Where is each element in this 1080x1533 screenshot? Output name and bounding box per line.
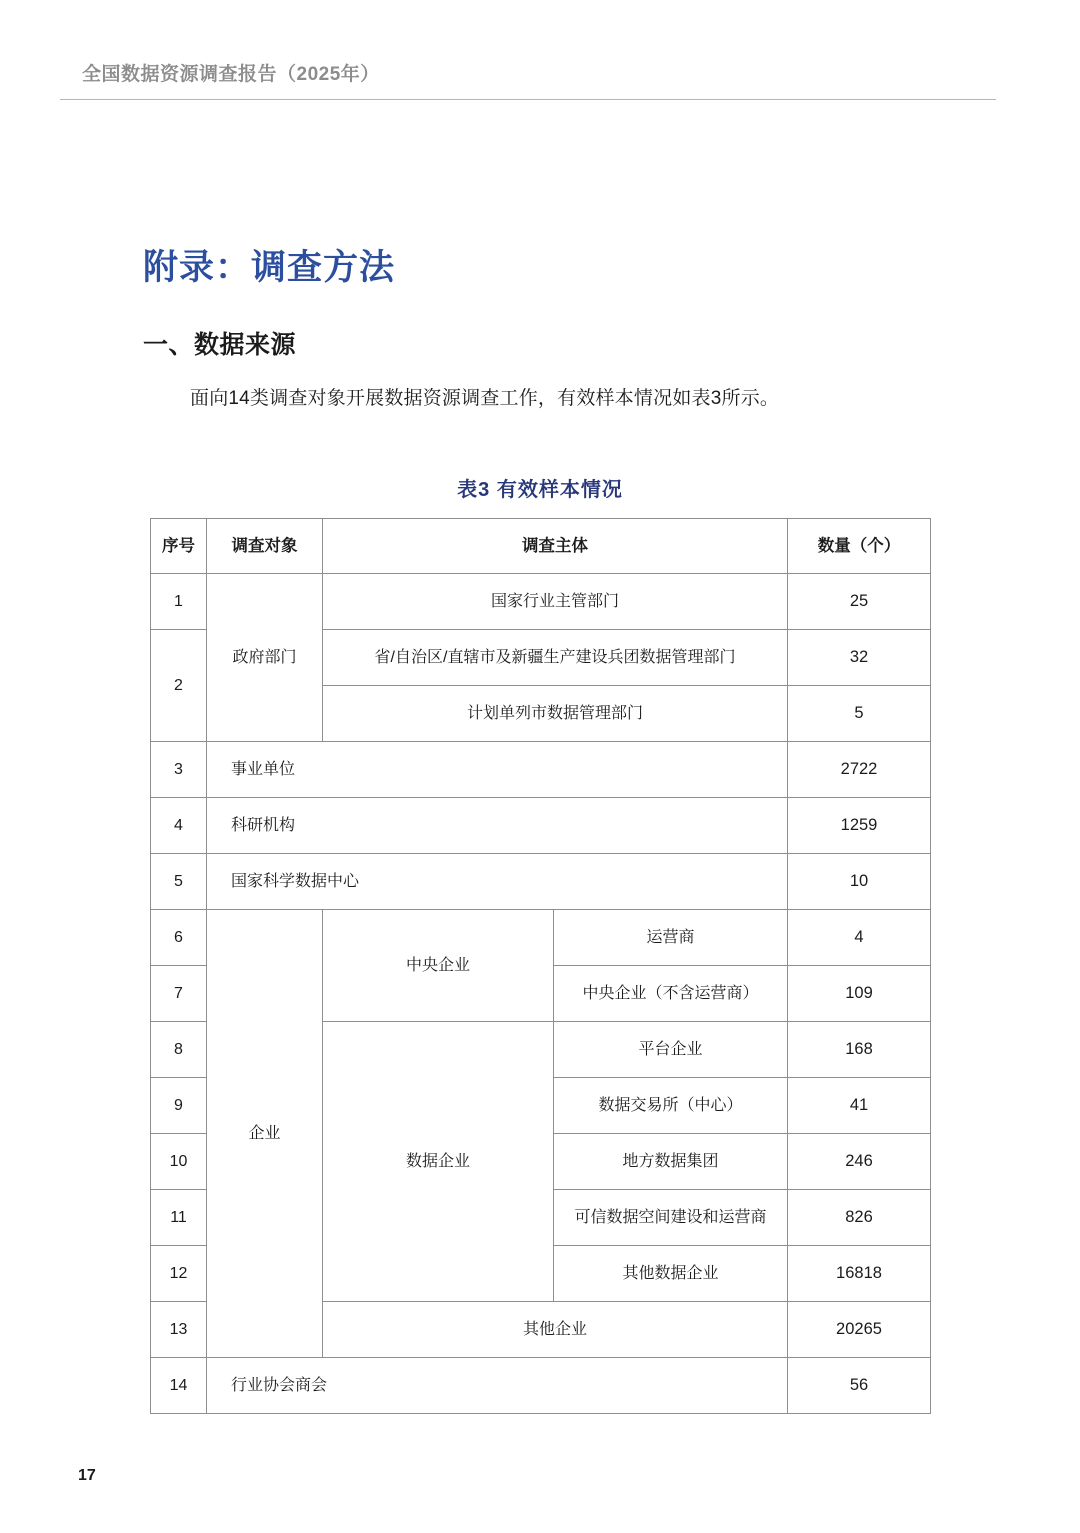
page-number: 17: [78, 1467, 96, 1484]
cell-subject: 其他数据企业: [554, 1246, 788, 1302]
cell-subject: 中央企业（不含运营商）: [554, 966, 788, 1022]
cell-object-gov: 政府部门: [207, 574, 323, 742]
cell-quantity: 168: [788, 1022, 931, 1078]
cell-subject: 平台企业: [554, 1022, 788, 1078]
cell-quantity: 25: [788, 574, 931, 630]
table-row: [151, 854, 931, 910]
cell-index: 11: [151, 1190, 207, 1246]
cell-subject: 其他企业: [323, 1302, 788, 1358]
cell-object: 科研机构: [207, 798, 788, 854]
cell-index: 5: [151, 854, 207, 910]
table-row: [151, 742, 931, 798]
cell-object: 国家科学数据中心: [207, 854, 788, 910]
cell-subject: 国家行业主管部门: [323, 574, 788, 630]
cell-index: 6: [151, 910, 207, 966]
cell-index: 13: [151, 1302, 207, 1358]
cell-object-enterprise: 企业: [207, 910, 323, 1358]
column-header-object: 调查对象: [207, 519, 323, 574]
page-title: 附录：调查方法: [143, 248, 396, 287]
cell-quantity: 246: [788, 1134, 931, 1190]
cell-subject: 地方数据集团: [554, 1134, 788, 1190]
table-row: [151, 574, 931, 630]
table-row: [151, 910, 931, 966]
cell-quantity: 16818: [788, 1246, 931, 1302]
cell-quantity: 56: [788, 1358, 931, 1414]
cell-index: 9: [151, 1078, 207, 1134]
cell-subject: 计划单列市数据管理部门: [323, 686, 788, 742]
running-header-title: 全国数据资源调查报告（2025年）: [82, 64, 380, 85]
cell-quantity: 109: [788, 966, 931, 1022]
section-heading-data-source: 一、数据来源: [143, 331, 297, 359]
cell-index: 3: [151, 742, 207, 798]
cell-subject: 数据交易所（中心）: [554, 1078, 788, 1134]
cell-index: 12: [151, 1246, 207, 1302]
cell-index: 10: [151, 1134, 207, 1190]
cell-quantity: 5: [788, 686, 931, 742]
valid-sample-table: [150, 518, 931, 1414]
table-caption: 表3 有效样本情况: [457, 479, 623, 501]
table-header-row: [151, 519, 931, 574]
cell-quantity: 1259: [788, 798, 931, 854]
cell-quantity: 826: [788, 1190, 931, 1246]
cell-index: 2: [151, 630, 207, 742]
cell-index: 7: [151, 966, 207, 1022]
cell-group-data-enterprise: 数据企业: [323, 1022, 554, 1302]
column-header-quantity: 数量（个）: [788, 519, 931, 574]
cell-subject: 运营商: [554, 910, 788, 966]
cell-subject: 省/自治区/直辖市及新疆生产建设兵团数据管理部门: [323, 630, 788, 686]
running-header: [60, 62, 996, 100]
column-header-index: 序号: [151, 519, 207, 574]
cell-quantity: 41: [788, 1078, 931, 1134]
cell-quantity: 2722: [788, 742, 931, 798]
header-divider: [60, 99, 996, 100]
cell-quantity: 4: [788, 910, 931, 966]
cell-index: 4: [151, 798, 207, 854]
cell-subject: 可信数据空间建设和运营商: [554, 1190, 788, 1246]
cell-index: 14: [151, 1358, 207, 1414]
cell-index: 8: [151, 1022, 207, 1078]
cell-object: 事业单位: [207, 742, 788, 798]
table-row: [151, 798, 931, 854]
cell-quantity: 10: [788, 854, 931, 910]
cell-quantity: 20265: [788, 1302, 931, 1358]
cell-group-central: 中央企业: [323, 910, 554, 1022]
cell-quantity: 32: [788, 630, 931, 686]
cell-index: 1: [151, 574, 207, 630]
cell-object: 行业协会商会: [207, 1358, 788, 1414]
column-header-subject: 调查主体: [323, 519, 788, 574]
body-paragraph: 面向14类调查对象开展数据资源调查工作，有效样本情况如表3所示。: [190, 388, 780, 409]
table-row: [151, 1358, 931, 1414]
